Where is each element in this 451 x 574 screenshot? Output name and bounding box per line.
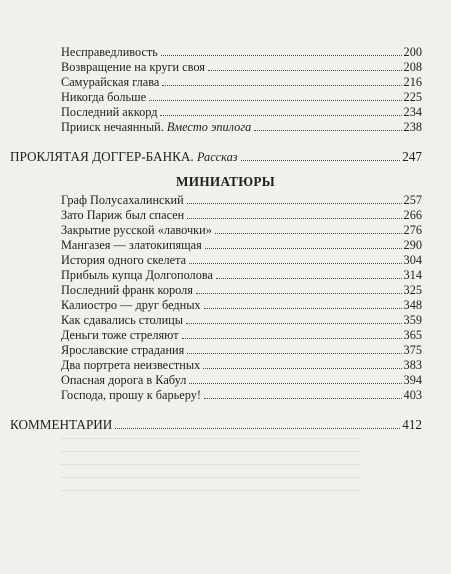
- entry-title: Калиостро — друг бедных: [61, 298, 201, 312]
- entry-title: Зато Париж был спасен: [61, 208, 185, 222]
- toc-entry: [61, 343, 422, 357]
- dot-leader: [162, 85, 401, 86]
- section-heading: МИНИАТЮРЫ: [176, 174, 275, 189]
- toc-entry: [61, 283, 422, 297]
- toc-entry: [61, 268, 422, 282]
- entry-page: 276: [403, 223, 422, 237]
- show-through-shadow: [60, 438, 360, 518]
- toc-entry: [61, 298, 422, 312]
- entry-title: Несправедливость: [61, 45, 158, 59]
- toc-entry-story: [10, 150, 422, 164]
- entry-page: 325: [403, 283, 422, 297]
- entry-title: Последний франк короля: [61, 283, 193, 297]
- entry-page: 365: [403, 328, 422, 342]
- dot-leader: [205, 248, 402, 249]
- toc-entry: [61, 238, 422, 252]
- entry-title: Возвращение на круги своя: [61, 60, 205, 74]
- toc-entry: [61, 45, 422, 59]
- entry-page: 247: [402, 149, 422, 164]
- entry-title: Закрытие русской «лавочки»: [61, 223, 212, 237]
- dot-leader: [189, 263, 401, 264]
- toc-entry: [61, 75, 422, 89]
- entry-page: 304: [403, 253, 422, 267]
- toc-entry-comments: [10, 418, 422, 432]
- dot-leader: [208, 70, 402, 71]
- toc-entry: [61, 313, 422, 327]
- entry-page: 225: [403, 90, 422, 104]
- dot-leader: [241, 160, 401, 161]
- entry-page: 383: [403, 358, 422, 372]
- entry-title: Опасная дорога в Кабул: [61, 373, 187, 387]
- entry-page: 375: [403, 343, 422, 357]
- entry-title: Два портрета неизвестных: [61, 358, 201, 372]
- dot-leader: [149, 100, 401, 101]
- entry-title: Господа, прошу к барьеру!: [61, 388, 201, 402]
- entry-page: 257: [403, 193, 422, 207]
- entry-page: 394: [403, 373, 422, 387]
- dot-leader: [204, 398, 402, 399]
- entry-page: 412: [402, 417, 422, 432]
- dot-leader: [215, 233, 402, 234]
- dot-leader: [187, 353, 401, 354]
- dot-leader: [187, 203, 402, 204]
- dot-leader: [186, 323, 402, 324]
- toc-entry: [61, 60, 422, 74]
- entry-page: 216: [403, 75, 422, 89]
- entry-page: 359: [403, 313, 422, 327]
- toc-entry: [61, 105, 422, 119]
- dot-leader: [182, 338, 402, 339]
- entry-page: 208: [403, 60, 422, 74]
- toc-entry: [61, 388, 422, 402]
- entry-page: 266: [403, 208, 422, 222]
- entry-title: Как сдавались столицы: [61, 313, 184, 327]
- dot-leader: [161, 55, 402, 56]
- entry-title: ПРОКЛЯТАЯ ДОГГЕР-БАНКА. Рассказ: [10, 149, 238, 164]
- dot-leader: [216, 278, 402, 279]
- dot-leader: [189, 383, 401, 384]
- dot-leader: [115, 428, 400, 429]
- entry-title: Последний аккорд: [61, 105, 158, 119]
- entry-page: 200: [403, 45, 422, 59]
- toc-entry: [61, 253, 422, 267]
- toc-entry: [61, 208, 422, 222]
- dot-leader: [204, 308, 402, 309]
- entry-page: 234: [403, 105, 422, 119]
- entry-title: Мангазея — златокипящая: [61, 238, 202, 252]
- entry-title: КОММЕНТАРИИ: [10, 417, 113, 432]
- entry-page: 348: [403, 298, 422, 312]
- entry-page: 314: [403, 268, 422, 282]
- dot-leader: [254, 130, 401, 131]
- toc-entry: [61, 373, 422, 387]
- entry-title: Самурайская глава: [61, 75, 160, 89]
- entry-title: Граф Полусахалинский: [61, 193, 184, 207]
- entry-title: История одного скелета: [61, 253, 187, 267]
- entry-note: Рассказ: [197, 150, 238, 164]
- dot-leader: [160, 115, 401, 116]
- dot-leader: [203, 368, 401, 369]
- entry-page: 290: [403, 238, 422, 252]
- entry-title: Деньги тоже стреляют: [61, 328, 179, 342]
- entry-page: 403: [403, 388, 422, 402]
- entry-title: Прибыль купца Долгополова: [61, 268, 213, 282]
- toc-entry: [61, 358, 422, 372]
- entry-title: Ярославские страдания: [61, 343, 185, 357]
- toc-entry: [61, 120, 422, 134]
- toc-entry: [61, 223, 422, 237]
- entry-title: Никогда больше: [61, 90, 147, 104]
- dot-leader: [196, 293, 402, 294]
- entry-note: Вместо эпилога: [166, 120, 252, 134]
- entry-title: Прииск нечаянный. Вместо эпилога: [61, 120, 252, 134]
- toc-entry: [61, 90, 422, 104]
- toc-entry: [61, 193, 422, 207]
- toc-entry: [61, 328, 422, 342]
- dot-leader: [187, 218, 401, 219]
- entry-page: 238: [403, 120, 422, 134]
